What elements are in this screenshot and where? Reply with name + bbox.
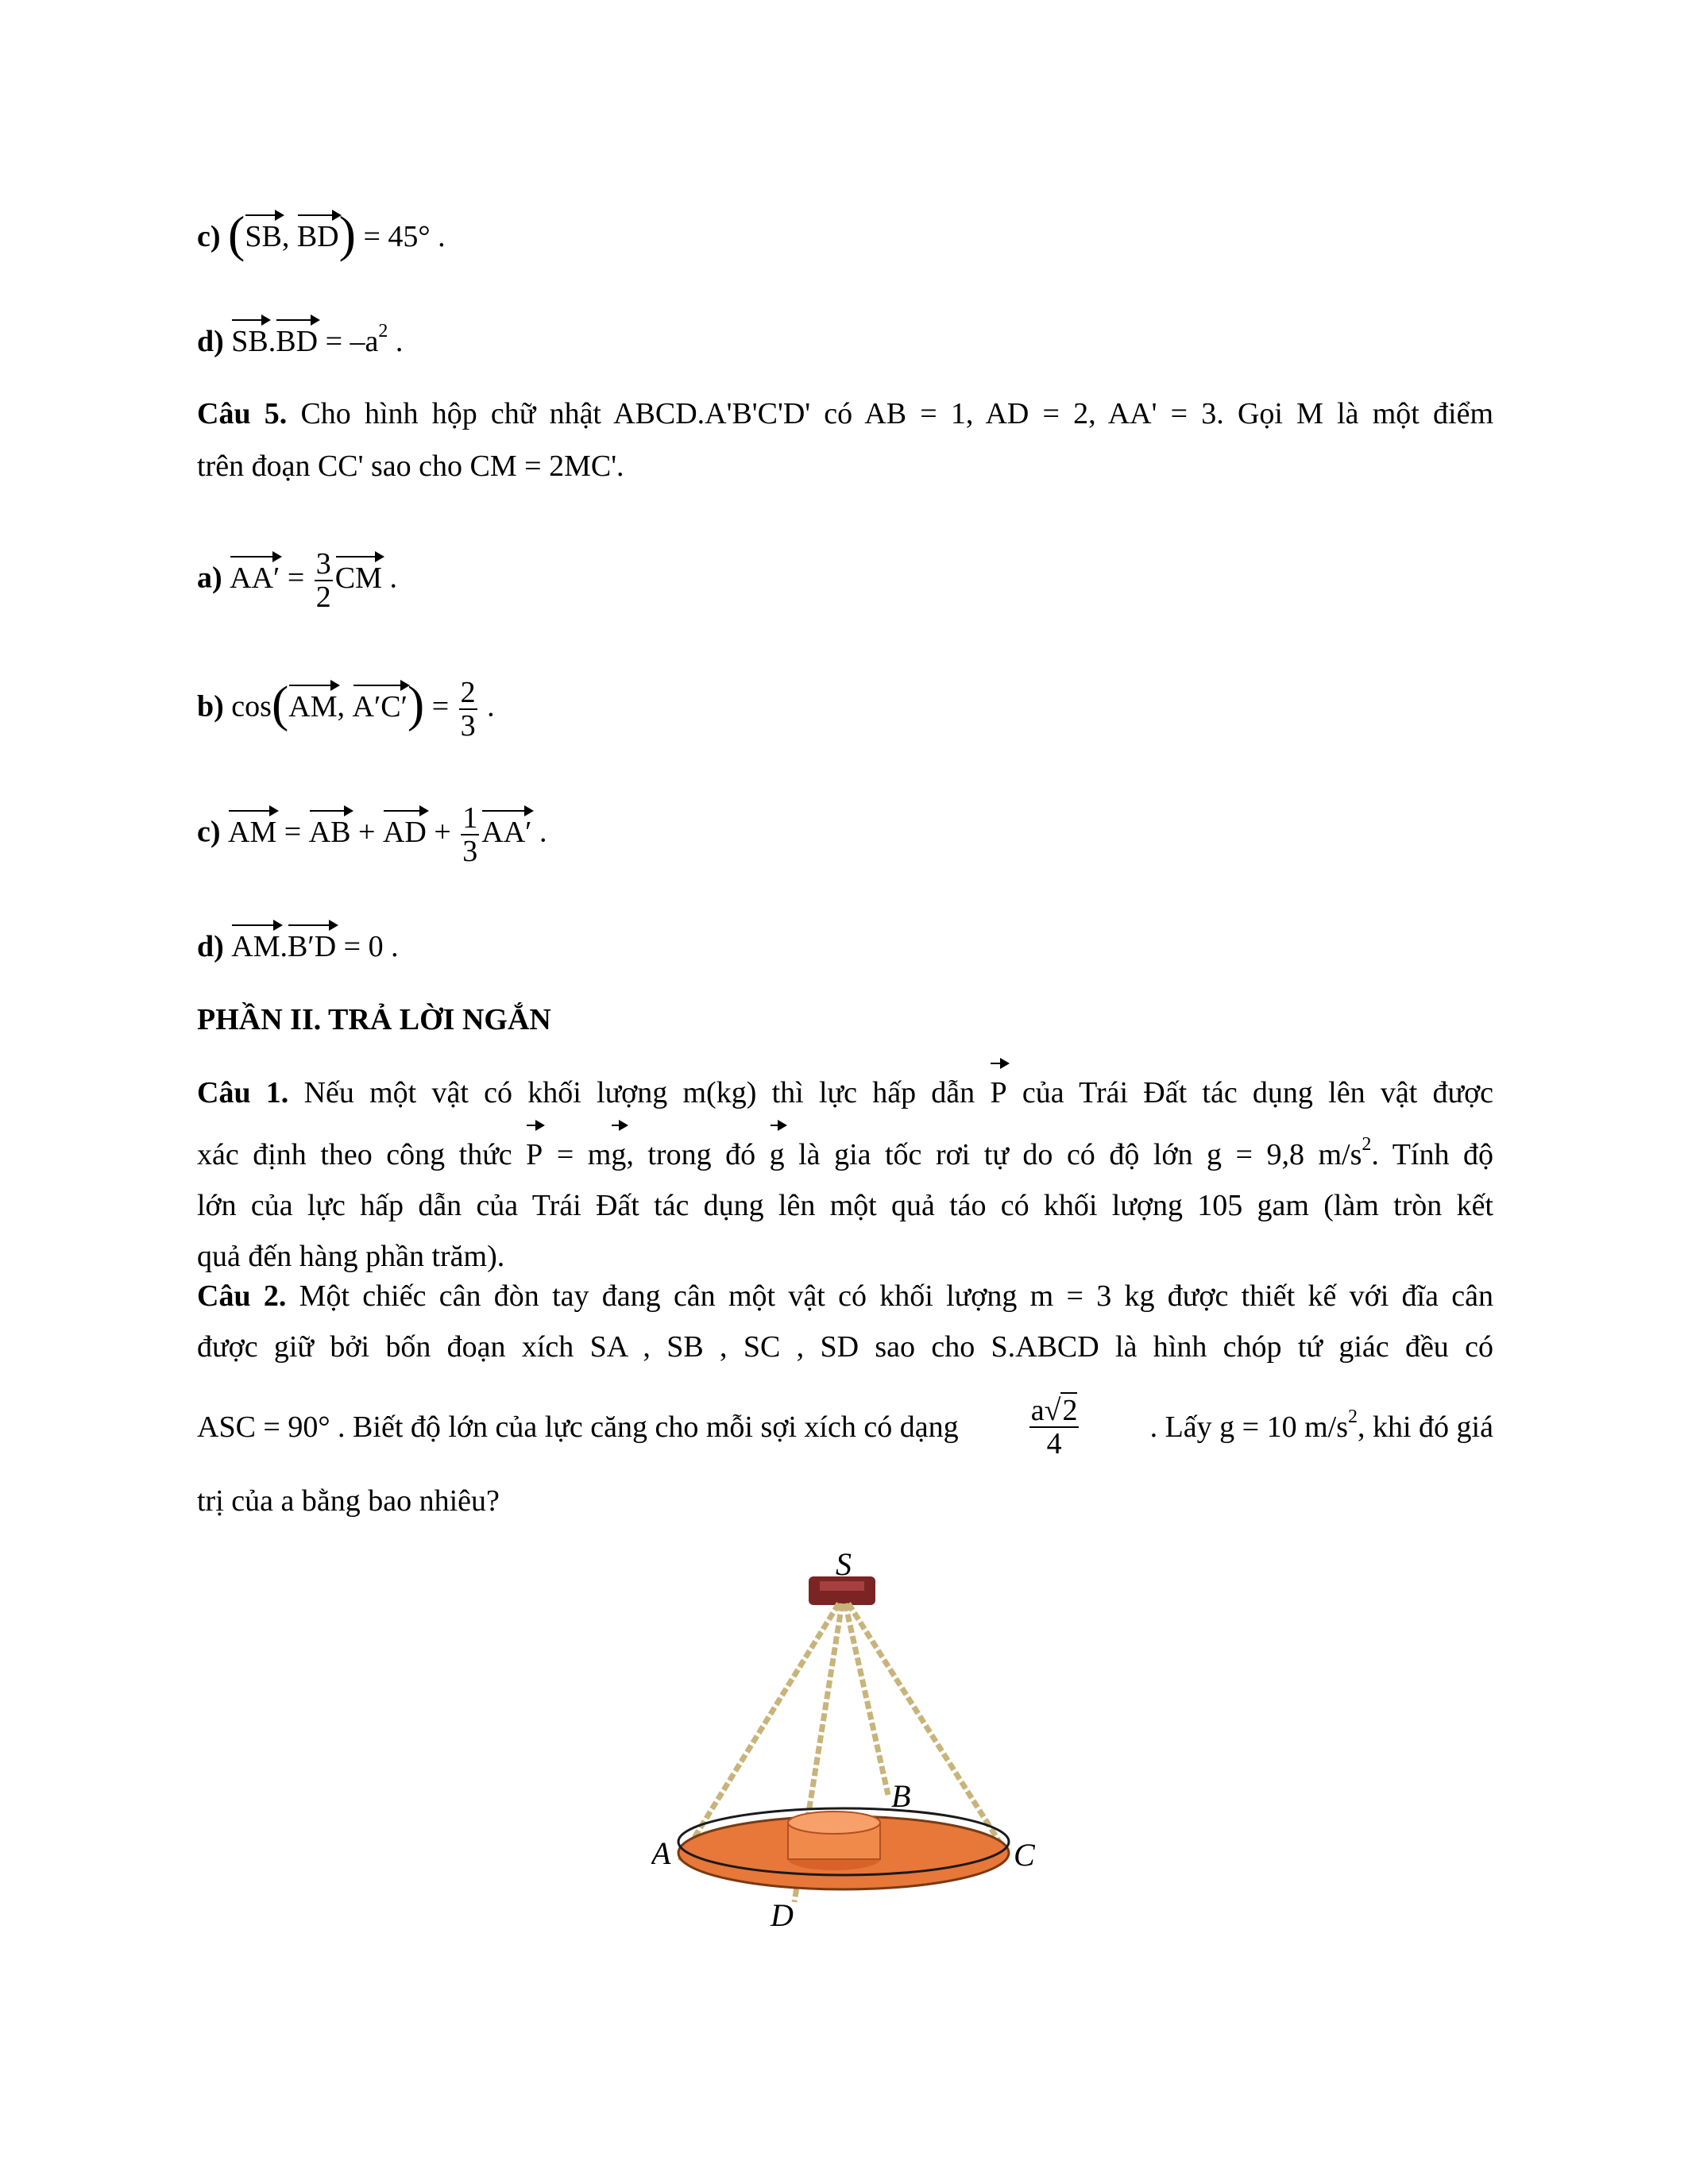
vector-b-prime-d: B′D (288, 918, 336, 964)
question-title: Câu 5. (197, 397, 288, 430)
section-heading: PHẦN II. TRẢ LỜI NGẮN (197, 1003, 551, 1036)
label-s: S (836, 1546, 852, 1582)
option-label: b) (197, 689, 224, 723)
question-title: Câu 2. (197, 1279, 287, 1313)
fraction-a-sqrt2-over-4: $\frac{a√2}{4}$ (1030, 1394, 1078, 1461)
q4-option-d: d) $SB.BD = -a^2$ . (197, 313, 403, 359)
vector-aa-prime: AA′ (481, 804, 531, 850)
option-label: d) (197, 325, 224, 358)
option-label: c) (197, 220, 221, 253)
scale-diagram (651, 1537, 1064, 1934)
scale-figure (651, 1537, 1064, 1934)
vector-bd: BD (276, 313, 318, 359)
vector-p: P (526, 1118, 543, 1180)
equation-rhs: = –a (325, 325, 379, 358)
option-label: a) (197, 561, 222, 595)
vector-a-prime-c-prime: A′C′ (353, 678, 408, 724)
vector-aa-prime: AA′ (230, 550, 280, 596)
equation-rhs: = 45° . (363, 220, 446, 253)
vector-am: AM (288, 678, 337, 724)
vector-sb: SB (231, 313, 268, 359)
q5-option-d: d) AM.B′D = 0 . (197, 918, 399, 964)
vector-bd: BD (297, 208, 339, 254)
q5-option-a: a) AA′ = $\frac{3}{2}$ CM . (197, 547, 397, 614)
label-a: A (651, 1835, 671, 1871)
q4-option-c: c) (SB, BD) = 45° . (197, 206, 446, 262)
vector-p: P (990, 1056, 1006, 1118)
vector-g: g (770, 1118, 785, 1180)
label-b: B (891, 1778, 911, 1814)
vector-g: g (611, 1118, 626, 1180)
label-d: D (771, 1897, 794, 1933)
vector-cm: CM (335, 550, 382, 596)
label-c: C (1014, 1837, 1035, 1873)
q2-2-line4: trị của a bằng bao nhiêu? (197, 1484, 500, 1518)
q2-2-line3: ASC = 90° . Biết độ lớn của lực căng cho mỗi sợi xích có dạng $\frac{a√2}{4}$ . Lấy g = 10 $m/s^2$, khi đó giá (197, 1394, 1493, 1461)
vector-am: AM (228, 804, 276, 850)
q2-1-text: Câu 1. Nếu một vật có khối lượng m(kg) thì lực hấp dẫn P của Trái Đất tác dụng lên vật được xác định theo công thức P = mg, trong đó g là gia tốc rơi tự do có độ lớn g = 9,8 $m/s^2$. Tính độ lớn của lực hấp dẫn của Trái Đất tác dụng lên một quả táo có khối lượng 105 gam (làm tròn kết quả đến hàng phần trăm). (197, 1056, 1493, 1282)
q2-2-text: Câu 2. Một chiếc cân đòn tay đang cân một vật có khối lượng m = 3 kg được thiết kế với đĩa cân được giữ bởi bốn đoạn xích SA , SB , SC , SD sao cho S.ABCD là hình chóp tứ giác đều có (197, 1279, 1494, 1364)
vector-ab: AB (309, 804, 351, 850)
option-label: c) (197, 815, 221, 849)
q5-text: Câu 5. Cho hình hộp chữ nhật ABCD.A'B'C'D' có AB = 1, AD = 2, AA' = 3. Gọi M là một điểm trên đoạn CC' sao cho CM = 2MC'. (197, 397, 1494, 483)
exponent: 2 (378, 321, 388, 341)
q5-option-c: c) AM = AB + AD + $\frac{1}{3}$ AA′ . (197, 801, 547, 868)
option-label: d) (197, 930, 224, 963)
fraction: $\frac{2}{3}$ (460, 676, 476, 743)
fraction: $\frac{3}{2}$ (315, 547, 331, 614)
vector-am: AM (231, 918, 280, 964)
q5-option-b: b) cos(AM, A′C′) = $\frac{2}{3}$ . (197, 675, 495, 743)
vector-sb: SB (245, 208, 281, 254)
fraction: $\frac{1}{3}$ (462, 801, 478, 868)
vector-ad: AD (383, 804, 427, 850)
question-title: Câu 1. (197, 1076, 289, 1109)
